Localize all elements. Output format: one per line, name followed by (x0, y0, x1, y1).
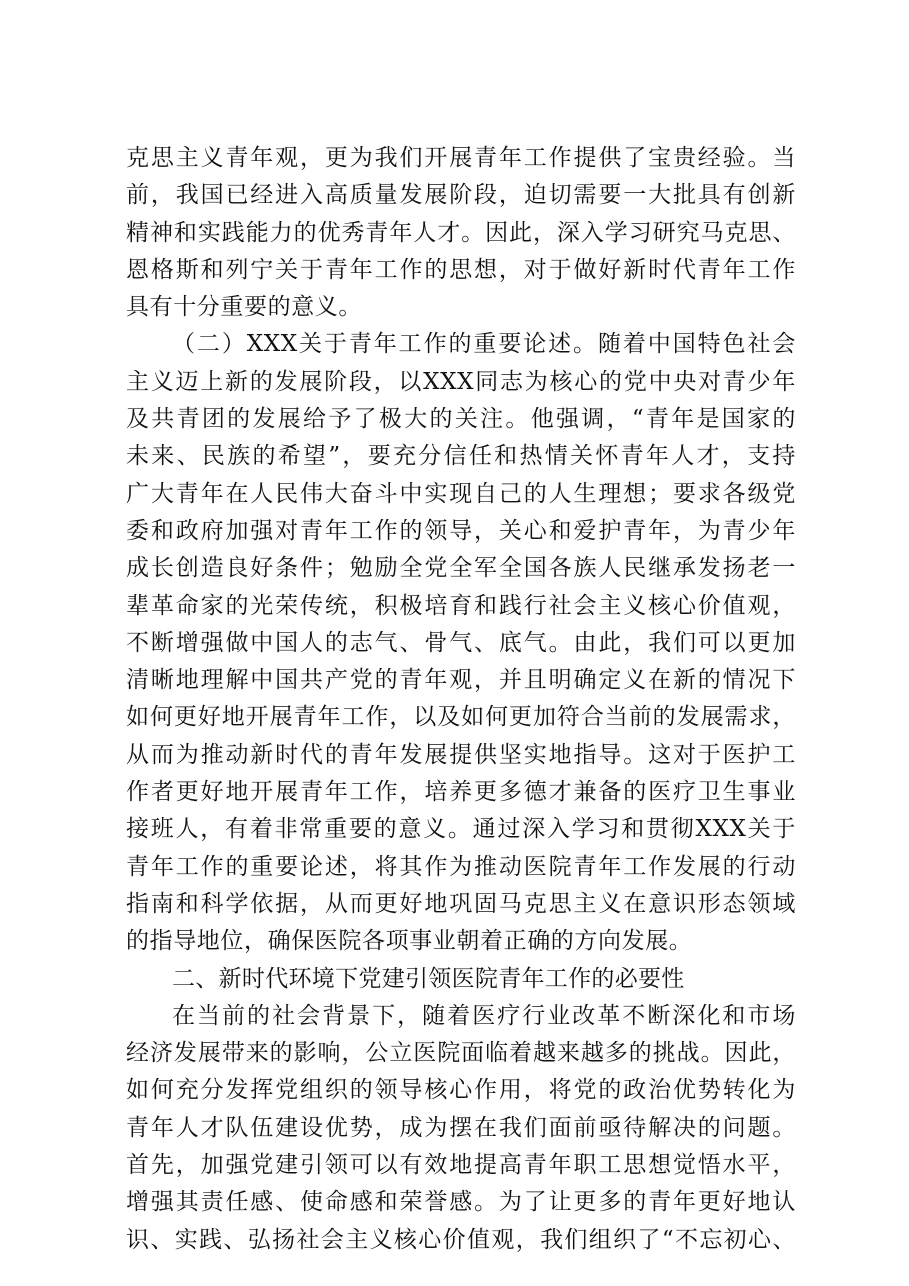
body-text-line: 如何更好地开展青年工作，以及如何更加符合当前的发展需求， (126, 704, 796, 731)
body-text-line: 首先，加强党建引领可以有效地提高青年职工思想觉悟水平， (126, 1152, 796, 1179)
body-text-line: 如何充分发挥党组织的领导核心作用，将党的政治优势转化为 (126, 1077, 796, 1104)
subsection-lead-line: （二）XXX关于青年工作的重要论述。随着中国特色社会 (172, 331, 796, 358)
body-text-line: 广大青年在人民伟大奋斗中实现自己的人生理想；要求各级党 (126, 480, 796, 507)
body-text-line: 具有十分重要的意义。 (126, 294, 362, 321)
body-text-line: 清晰地理解中国共产党的青年观，并且明确定义在新的情况下 (126, 667, 796, 694)
body-text-line: 接班人，有着非常重要的意义。通过深入学习和贯彻XXX关于 (126, 816, 796, 843)
body-text-line: 恩格斯和列宁关于青年工作的思想，对于做好新时代青年工作 (126, 256, 796, 283)
body-text-line: 克思主义青年观，更为我们开展青年工作提供了宝贵经验。当 (126, 145, 796, 171)
body-text-line: 精神和实践能力的优秀青年人才。因此，深入学习研究马克思、 (126, 219, 796, 246)
body-text-line: 未来、民族的希望”，要充分信任和热情关怀青年人才，支持 (126, 443, 796, 470)
body-text-line: 增强其责任感、使命感和荣誉感。为了让更多的青年更好地认 (126, 1189, 796, 1216)
body-text-line: 及共青团的发展给予了极大的关注。他强调，“青年是国家的 (126, 406, 796, 433)
document-page (126, 140, 796, 1259)
body-text-line: 成长创造良好条件；勉励全党全军全国各族人民继承发扬老一 (126, 555, 796, 582)
body-text-line: 经济发展带来的影响，公立医院面临着越来越多的挑战。因此， (126, 1040, 796, 1067)
body-text-line: 识、实践、弘扬社会主义核心价值观，我们组织了“不忘初心、 (126, 1226, 796, 1253)
body-text-line: 不断增强做中国人的志气、骨气、底气。由此，我们可以更加 (126, 629, 796, 656)
body-text-line: 辈革命家的光荣传统，积极培育和践行社会主义核心价值观， (126, 592, 796, 619)
body-text-line: 青年人才队伍建设优势，成为摆在我们面前亟待解决的问题。 (126, 1114, 796, 1141)
body-text-line: 从而为推动新时代的青年发展提供坚实地指导。这对于医护工 (126, 741, 796, 768)
body-text-line: 委和政府加强对青年工作的领导，关心和爱护青年，为青少年 (126, 517, 796, 544)
body-text-line: 前，我国已经进入高质量发展阶段，迫切需要一大批具有创新 (126, 182, 796, 209)
body-text-line: 作者更好地开展青年工作，培养更多德才兼备的医疗卫生事业 (126, 779, 796, 806)
body-text-line: 的指导地位，确保医院各项事业朝着正确的方向发展。 (126, 928, 693, 955)
body-text-line: 在当前的社会背景下，随着医疗行业改革不断深化和市场 (172, 1002, 796, 1029)
body-text-line: 主义迈上新的发展阶段，以XXX同志为核心的党中央对青少年 (126, 368, 796, 395)
body-text-line: 青年工作的重要论述，将其作为推动医院青年工作发展的行动 (126, 853, 796, 880)
section-heading: 二、新时代环境下党建引领医院青年工作的必要性 (172, 965, 685, 992)
body-text-line: 指南和科学依据，从而更好地巩固马克思主义在意识形态领域 (126, 890, 796, 917)
